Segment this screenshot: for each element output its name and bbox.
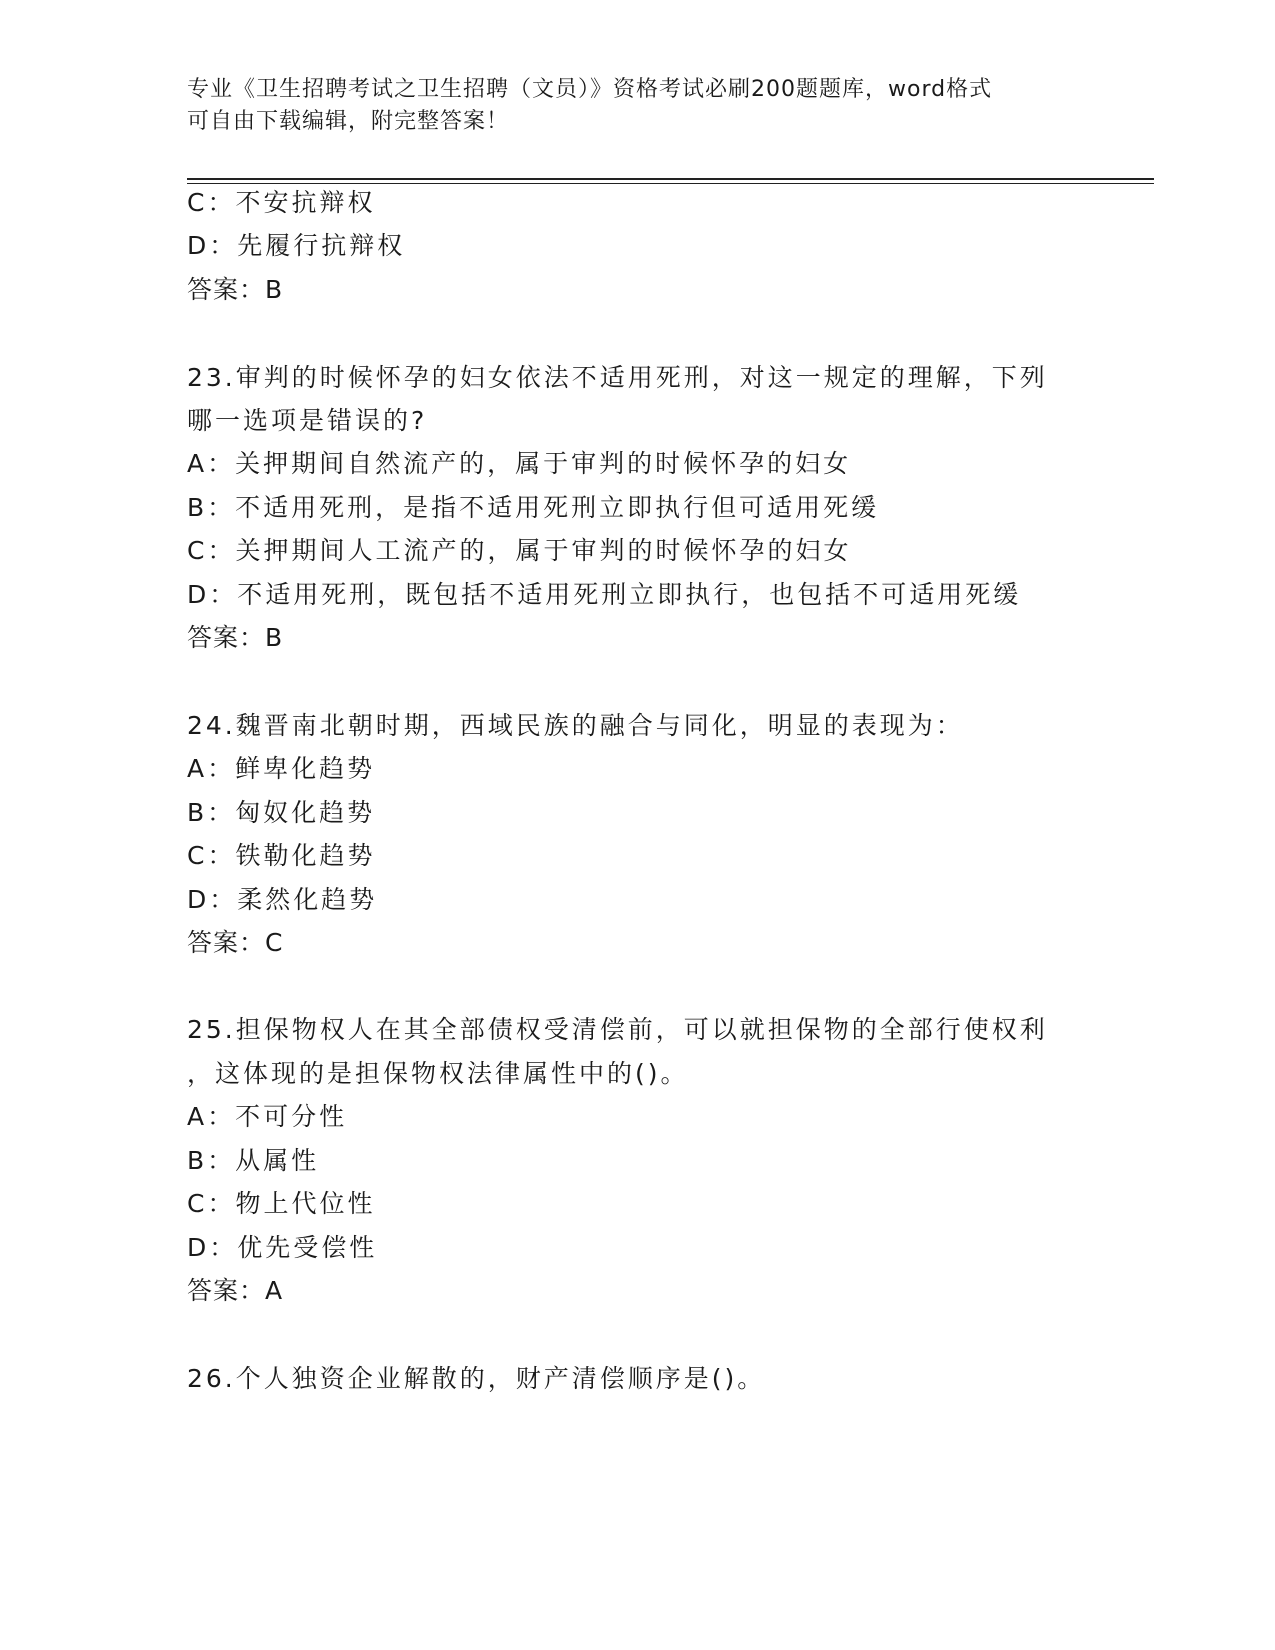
q24-option-c: C：铁勒化趋势 [187, 841, 376, 870]
header-divider-thick [187, 178, 1154, 180]
q23-option-d: D：不适用死刑，既包括不适用死刑立即执行，也包括不可适用死缓 [187, 580, 1022, 609]
q25-option-d: D：优先受偿性 [187, 1233, 378, 1262]
q23-option-b: B：不适用死刑，是指不适用死刑立即执行但可适用死缓 [187, 493, 880, 522]
q25-question-line-2: ，这体现的是担保物权法律属性中的()。 [187, 1059, 689, 1088]
header-title-line-2: 可自由下载编辑，附完整答案！ [187, 109, 510, 134]
q25-option-b: B：从属性 [187, 1146, 320, 1175]
q23-question-line-1: 23.审判的时候怀孕的妇女依法不适用死刑，对这一规定的理解，下列 [187, 363, 1048, 392]
header-divider-thin [187, 183, 1154, 184]
document-header [187, 74, 1087, 138]
q23-question-line-2: 哪一选项是错误的? [187, 406, 428, 435]
q22-answer: 答案：B [187, 275, 284, 304]
q25-answer: 答案：A [187, 1276, 284, 1305]
q24-question-line-1: 24.魏晋南北朝时期，西域民族的融合与同化，明显的表现为： [187, 711, 964, 740]
q25-question-line-1: 25.担保物权人在其全部债权受清偿前，可以就担保物的全部行使权利 [187, 1015, 1048, 1044]
q25-option-c: C：物上代位性 [187, 1189, 376, 1218]
q25-option-a: A：不可分性 [187, 1102, 348, 1131]
q23-answer: 答案：B [187, 623, 284, 652]
q26-question-line-1: 26.个人独资企业解散的，财产清偿顺序是()。 [187, 1364, 766, 1393]
q24-answer: 答案：C [187, 928, 284, 957]
q23-option-c: C：关押期间人工流产的，属于审判的时候怀孕的妇女 [187, 536, 852, 565]
q24-option-d: D：柔然化趋势 [187, 885, 378, 914]
q23-option-a: A：关押期间自然流产的，属于审判的时候怀孕的妇女 [187, 449, 852, 478]
q22-option-d: D：先履行抗辩权 [187, 231, 406, 260]
q24-option-b: B：匈奴化趋势 [187, 798, 376, 827]
q24-option-a: A：鲜卑化趋势 [187, 754, 376, 783]
header-title-line-1: 专业《卫生招聘考试之卫生招聘（文员）》资格考试必刷200题题库，word格式 [187, 77, 993, 102]
q22-option-c: C：不安抗辩权 [187, 188, 376, 217]
